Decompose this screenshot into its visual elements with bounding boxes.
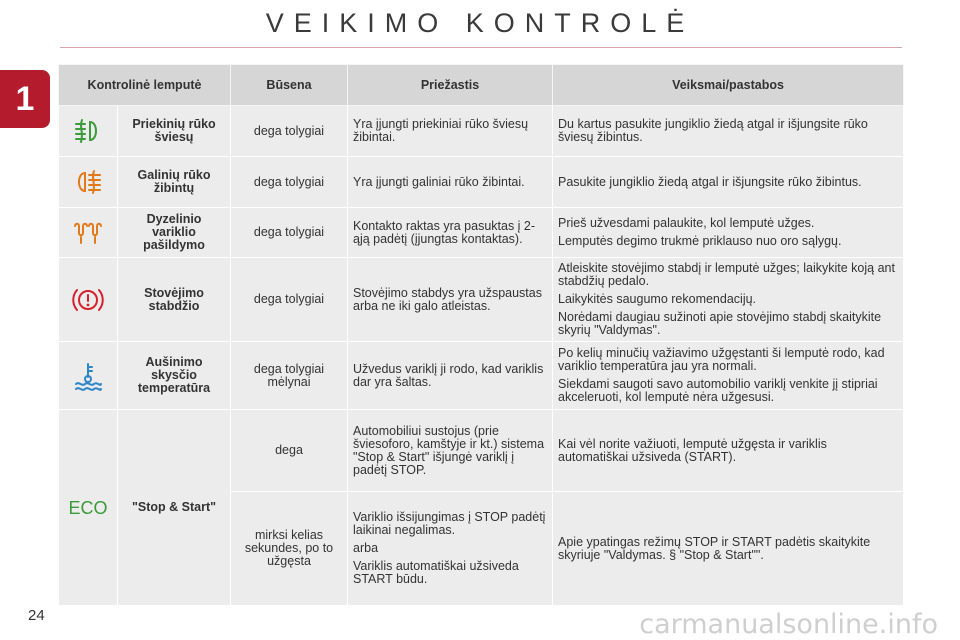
diesel-preheat-icon bbox=[72, 225, 104, 239]
chapter-tab: 1 bbox=[0, 70, 50, 128]
action-text: Pasukite jungiklio žiedą atgal ir išjungsite rūko žibintus. bbox=[558, 174, 862, 189]
lamp-name: Galinių rūko žibintų bbox=[118, 157, 231, 208]
cause-text: Yra įjungti priekiniai rūko šviesų žibintai. bbox=[353, 117, 529, 144]
rear-fog-lamp-icon bbox=[73, 174, 103, 188]
action-text: Siekdami saugoti savo automobilio variklį venkite jį stipriai akceleruoti, kol lemputė nėra užgesusi. bbox=[558, 377, 878, 404]
page-title: VEIKIMO KONTROLĖ bbox=[265, 8, 695, 38]
table-row bbox=[59, 208, 904, 258]
lamp-cause bbox=[348, 157, 553, 208]
parking-brake-icon bbox=[72, 292, 104, 306]
lamp-cause bbox=[348, 258, 553, 342]
watermark: carmanualsonline.info bbox=[639, 609, 938, 640]
lamp-state: mirksi kelias sekundes, po to užgęsta bbox=[231, 492, 348, 606]
cause-text: Yra įjungti galiniai rūko žibintai. bbox=[353, 174, 525, 189]
lamp-name: Priekinių rūko šviesų bbox=[118, 106, 231, 157]
eco-icon bbox=[66, 497, 110, 518]
lamp-action bbox=[553, 106, 904, 157]
coolant-temperature-icon bbox=[73, 368, 103, 382]
action-text: Du kartus pasukite jungiklio žiedą atgal ir išjungsite rūko šviesų žibintus. bbox=[558, 117, 868, 144]
title-divider bbox=[60, 47, 902, 48]
page-number: 24 bbox=[28, 607, 45, 624]
table-row bbox=[59, 157, 904, 208]
cause-text: Užvedus variklį ji rodo, kad variklis dar yra šaltas. bbox=[353, 361, 544, 389]
lamp-name: "Stop & Start" bbox=[118, 410, 231, 606]
action-text: Laikykitės saugumo rekomendacijų. bbox=[558, 292, 757, 306]
header-state: Būsena bbox=[231, 65, 348, 106]
action-text: Lemputės degimo trukmė priklauso nuo oro sąlygų. bbox=[558, 234, 842, 248]
lamp-state: dega tolygiai bbox=[231, 258, 348, 342]
table-row bbox=[59, 410, 904, 492]
header-cause: Priežastis bbox=[348, 65, 553, 106]
front-fog-lamp-icon bbox=[73, 123, 103, 137]
lamp-action bbox=[553, 258, 904, 342]
cause-text: Stovėjimo stabdys yra užspaustas arba ne iki galo atleistas. bbox=[353, 285, 542, 313]
lamp-cause bbox=[348, 492, 553, 606]
table-row bbox=[59, 258, 904, 342]
lamp-state: dega bbox=[231, 410, 348, 492]
lamp-action bbox=[553, 342, 904, 410]
cause-text: Variklio išsijungimas į STOP padėtį laikinai negalimas. bbox=[353, 510, 546, 537]
lamp-action bbox=[553, 410, 904, 492]
header-action: Veiksmai/pastabos bbox=[553, 65, 904, 106]
action-text: Prieš užvesdami palaukite, kol lemputė užges. bbox=[558, 216, 815, 230]
lamp-state: dega tolygiai mėlynai bbox=[231, 342, 348, 410]
table-header-row bbox=[59, 65, 904, 106]
lamp-action bbox=[553, 157, 904, 208]
action-text: Po kelių minučių važiavimo užgęstanti ši lemputė rodo, kad variklio temperatūra jau yra normali. bbox=[558, 346, 885, 373]
lamp-cause bbox=[348, 106, 553, 157]
lamp-state: dega tolygiai bbox=[231, 106, 348, 157]
cause-text: Automobiliui sustojus (prie šviesoforo, kamštyje ir kt.) sistema "Stop & Start" išjungė variklį į padėtį STOP. bbox=[353, 423, 545, 477]
lamp-name: Stovėjimo stabdžio bbox=[118, 258, 231, 342]
cause-text: arba bbox=[353, 541, 379, 555]
lamp-action bbox=[553, 208, 904, 258]
warning-lamps-table bbox=[58, 64, 904, 606]
action-text: Apie ypatingas režimų STOP ir START padėtis skaitykite skyriuje "Valdymas. § "Stop & Start"". bbox=[558, 534, 871, 562]
table-row bbox=[59, 106, 904, 157]
action-text: Kai vėl norite važiuoti, lemputė užgęsta ir variklis automatiškai užsiveda (START). bbox=[558, 436, 827, 464]
lamp-cause bbox=[348, 410, 553, 492]
cause-text: Variklis automatiškai užsiveda START būdu. bbox=[353, 559, 519, 586]
action-text: Norėdami daugiau sužinoti apie stovėjimo stabdį skaitykite skyrių "Valdymas". bbox=[558, 310, 882, 337]
lamp-cause bbox=[348, 342, 553, 410]
table-row bbox=[59, 342, 904, 410]
header-lamp: Kontrolinė lemputė bbox=[59, 65, 231, 106]
eco-icon-text: ECO bbox=[68, 497, 108, 518]
lamp-name: Dyzelinio variklio pašildymo bbox=[118, 208, 231, 258]
lamp-state: dega tolygiai bbox=[231, 157, 348, 208]
lamp-state: dega tolygiai bbox=[231, 208, 348, 258]
action-text: Atleiskite stovėjimo stabdį ir lemputė užges; laikykite koją ant stabdžių pedalo. bbox=[558, 261, 895, 288]
lamp-name: Aušinimo skysčio temperatūra bbox=[118, 342, 231, 410]
lamp-action bbox=[553, 492, 904, 606]
lamp-cause bbox=[348, 208, 553, 258]
cause-text: Kontakto raktas yra pasuktas į 2-ąją padėtį (įjungtas kontaktas). bbox=[353, 218, 536, 246]
